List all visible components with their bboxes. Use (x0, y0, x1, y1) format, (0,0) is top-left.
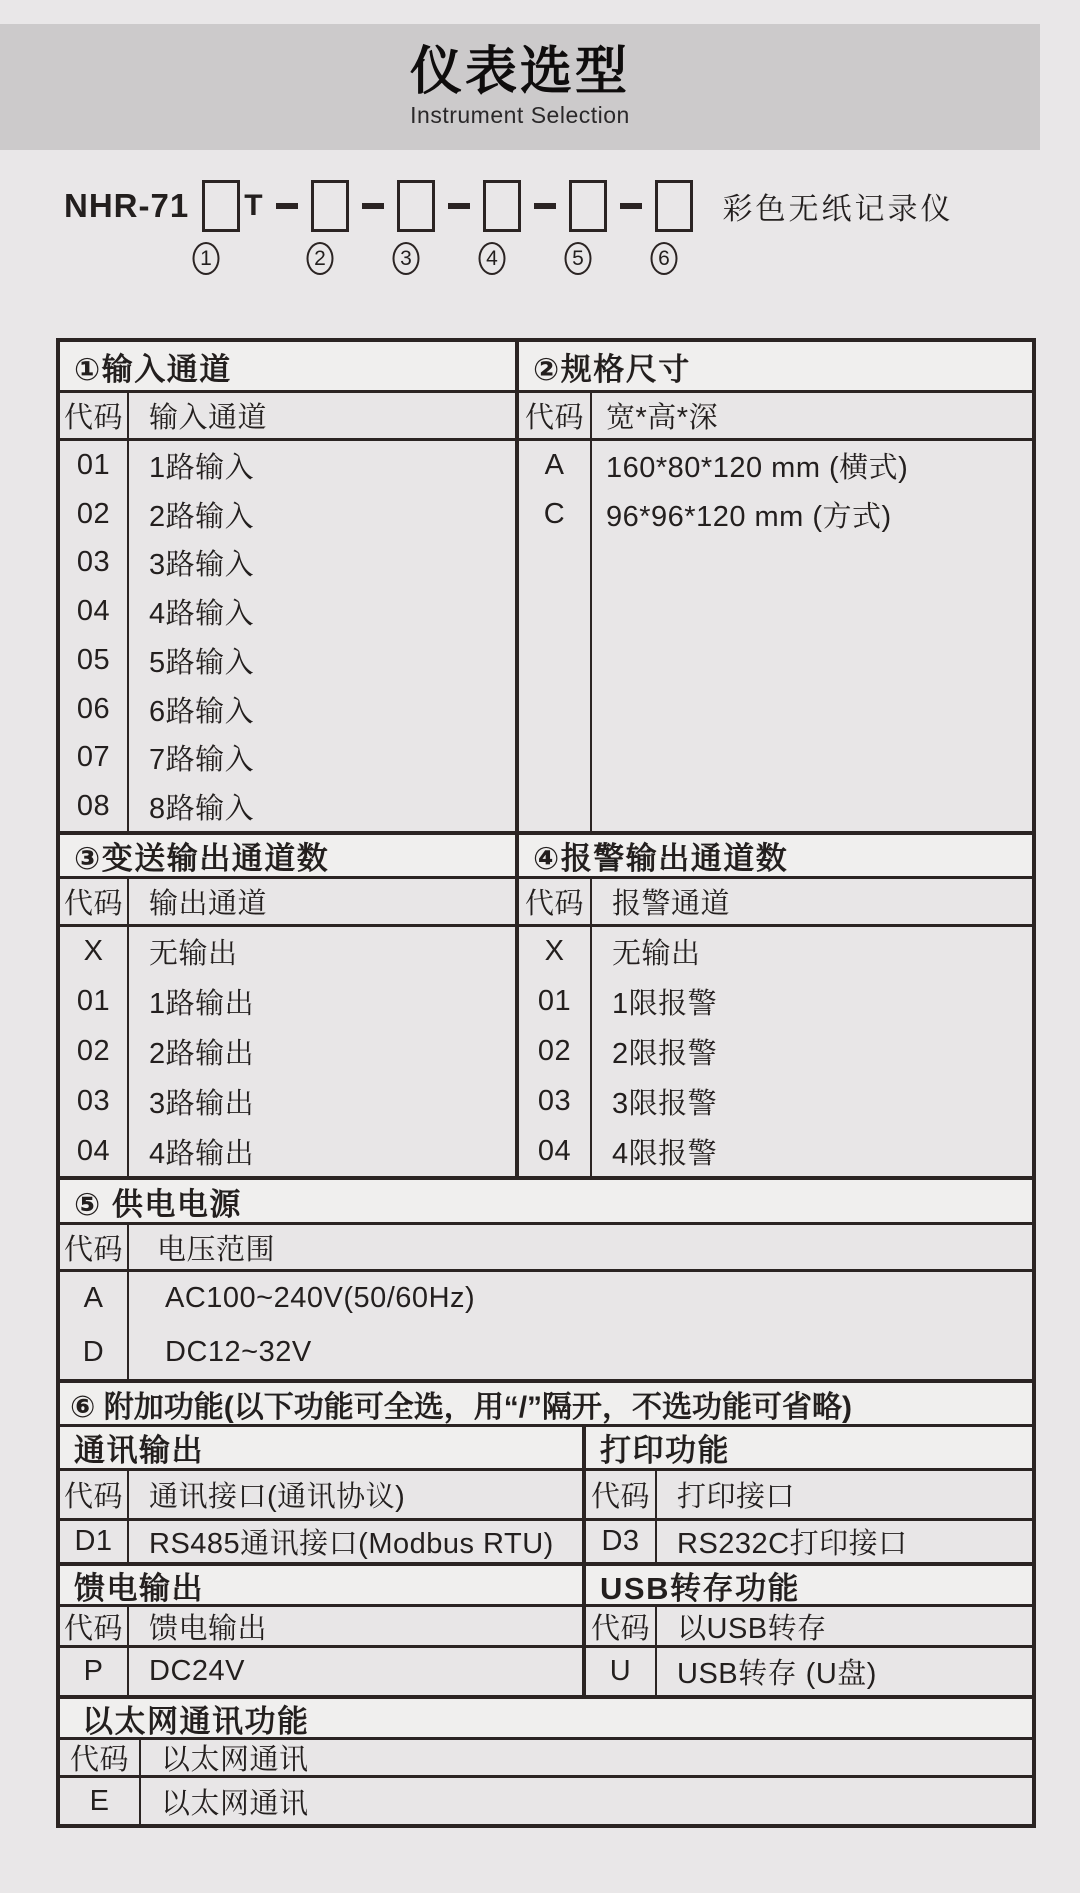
desc-column-header: 宽*高*深 (590, 393, 1032, 438)
desc-column-header: 电压范围 (127, 1225, 1032, 1269)
data-area-power (60, 1269, 1032, 1379)
code-value: D3 (582, 1521, 655, 1562)
section-header-row-outputs-alarms (60, 831, 1032, 876)
code-value: 04 (537, 1134, 572, 1167)
desc-value: AC100~240V(50/60Hz) (165, 1282, 476, 1315)
page-title: 仪表选型 (409, 43, 630, 102)
subsection-title-feed-output: 馈电输出 (74, 1570, 204, 1606)
code-cell-column (60, 1272, 127, 1379)
model-suffix: 彩色无纸记录仪 (722, 193, 954, 226)
code-value: 01 (76, 985, 111, 1018)
code-value: C (543, 498, 566, 531)
circled-number-3: 3 (393, 242, 420, 275)
subsection-title-ethernet: 以太网通讯功能 (82, 1703, 310, 1739)
code-value: 04 (76, 595, 111, 628)
desc-value: 3路输出 (149, 1087, 255, 1120)
desc-column-header: 馈电输出 (127, 1607, 582, 1645)
desc-value: USB转存 (U盘) (655, 1648, 1032, 1695)
code-value: 03 (76, 1084, 111, 1117)
desc-value: 8路输入 (149, 793, 255, 826)
code-value: 06 (76, 692, 111, 725)
column-header-row (60, 390, 1032, 438)
desc-value: 160*80*120 mm (横式) (606, 452, 909, 485)
circled-number-1: 1 (193, 242, 220, 275)
order-box-4 (483, 180, 521, 232)
code-value: D (82, 1335, 105, 1368)
circled-number-2: 2 (307, 242, 334, 275)
section-header-row-input-dimensions (60, 342, 1032, 390)
desc-value: 无输出 (612, 938, 701, 971)
code-cell-column (60, 441, 127, 831)
code-cell-column (60, 927, 127, 1176)
desc-value: 1限报警 (612, 988, 718, 1021)
code-value: U (582, 1648, 655, 1695)
desc-value: 4路输入 (149, 598, 255, 631)
desc-cell-column (127, 927, 515, 1176)
dash-separator (448, 203, 470, 209)
subsection-header-row-feed-usb (60, 1562, 1032, 1604)
code-cell-column (515, 927, 590, 1176)
code-value: A (83, 1282, 104, 1315)
subsection-title-usb-transfer: USB转存功能 (582, 1566, 1032, 1604)
desc-column-header: 输入通道 (127, 393, 515, 438)
desc-cell-column (127, 1272, 1032, 1379)
column-header-row (60, 1222, 1032, 1269)
desc-column-header: 报警通道 (590, 879, 1032, 924)
data-row-feed-usb (60, 1645, 1032, 1695)
desc-value: 2路输入 (149, 500, 255, 533)
order-box-1 (202, 180, 240, 232)
title-banner (0, 24, 1040, 150)
model-box1-suffix: T (244, 189, 263, 222)
code-value: 07 (76, 741, 111, 774)
circled-number-5: 5 (565, 242, 592, 275)
desc-value: 3限报警 (612, 1087, 718, 1120)
column-header-row (60, 876, 1032, 924)
section-header-row-power (60, 1176, 1032, 1222)
dash-separator (534, 203, 556, 209)
subsection-title-print-function: 打印功能 (582, 1427, 1032, 1468)
section-title-dimensions: ②规格尺寸 (515, 342, 1032, 390)
desc-value: 5路输入 (149, 646, 255, 679)
desc-cell-column (590, 927, 1032, 1176)
column-header-row (60, 1604, 1032, 1645)
section-title-input-channels: ①输入通道 (74, 351, 232, 387)
selection-table (56, 338, 1036, 1828)
data-area-input-dimensions (60, 438, 1032, 831)
code-value: A (544, 449, 565, 482)
code-value: 02 (76, 1034, 111, 1067)
section-title-additional-functions: ⑥ 附加功能(以下功能可全选，用“/”隔开，不选功能可省略) (70, 1390, 853, 1424)
order-box-3 (397, 180, 435, 232)
order-box-2 (311, 180, 349, 232)
desc-value: 7路输入 (149, 744, 255, 777)
code-value: 03 (76, 546, 111, 579)
code-column-header: 代码 (63, 1612, 123, 1645)
desc-cell-column (127, 441, 515, 831)
dash-separator (276, 203, 298, 209)
code-value: X (544, 935, 565, 968)
circled-number-6: 6 (651, 242, 678, 275)
desc-value: 6路输入 (149, 695, 255, 728)
model-code-line (64, 178, 1080, 234)
dash-separator (362, 203, 384, 209)
circled-number-4: 4 (479, 242, 506, 275)
order-box-6 (655, 180, 693, 232)
code-column-header: 代码 (582, 1471, 655, 1518)
section-title-power-supply: ⑤ 供电电源 (74, 1186, 242, 1222)
code-value: E (89, 1784, 110, 1817)
code-column-header: 代码 (63, 1481, 123, 1513)
code-value: P (83, 1655, 104, 1687)
desc-value: 无输出 (149, 938, 238, 971)
desc-value: 4路输出 (149, 1137, 255, 1170)
code-column-header: 代码 (63, 1233, 123, 1266)
order-box-5 (569, 180, 607, 232)
desc-column-header: 打印接口 (655, 1471, 1032, 1518)
desc-column-header: 输出通道 (127, 879, 515, 924)
code-value: 08 (76, 790, 111, 823)
code-column-header: 代码 (63, 888, 123, 920)
desc-value: 2限报警 (612, 1037, 718, 1070)
section-title-alarm-outputs: ④报警输出通道数 (515, 835, 1032, 876)
code-value: 02 (537, 1034, 572, 1067)
position-marker-row (0, 242, 1080, 276)
data-row-comm-print (60, 1518, 1032, 1562)
desc-value: 2路输出 (149, 1037, 255, 1070)
desc-value: 1路输出 (149, 988, 255, 1021)
page-subtitle: Instrument Selection (410, 101, 630, 128)
code-column-header: 代码 (63, 402, 123, 434)
code-value: 03 (537, 1084, 572, 1117)
desc-column-header: 通讯接口(通讯协议) (127, 1471, 582, 1518)
code-column-header: 代码 (69, 1744, 129, 1776)
code-value: 02 (76, 497, 111, 530)
desc-column-header: 以太网通讯 (139, 1740, 1032, 1775)
desc-value: DC12~32V (165, 1335, 312, 1368)
desc-value: RS485通讯接口(Modbus RTU) (127, 1521, 582, 1562)
code-value: X (83, 935, 104, 968)
code-value: 05 (76, 643, 111, 676)
desc-value: DC24V (127, 1648, 582, 1695)
code-value: 01 (76, 448, 111, 481)
desc-value: RS232C打印接口 (655, 1521, 1032, 1562)
code-value: 04 (76, 1134, 111, 1167)
subsection-title-comm-output: 通讯输出 (74, 1433, 204, 1468)
code-value: 01 (537, 985, 572, 1018)
column-header-row (60, 1737, 1032, 1775)
subsection-header-row-comm-print (60, 1424, 1032, 1468)
code-column-header: 代码 (515, 393, 590, 438)
desc-value: 1路输入 (149, 451, 255, 484)
model-prefix: NHR-71 (64, 187, 190, 224)
desc-value: 3路输入 (149, 549, 255, 582)
desc-column-header: 以USB转存 (655, 1607, 1032, 1645)
section-header-row-addons (60, 1379, 1032, 1424)
desc-cell-column (590, 441, 1032, 831)
desc-value: 4限报警 (612, 1137, 718, 1170)
desc-value: 96*96*120 mm (方式) (606, 501, 892, 534)
code-column-header: 代码 (515, 879, 590, 924)
code-column-header: 代码 (582, 1607, 655, 1645)
code-value: D1 (74, 1525, 113, 1557)
section-title-transmit-outputs: ③变送输出通道数 (74, 841, 330, 876)
code-cell-column (515, 441, 590, 831)
data-row-ethernet (60, 1775, 1032, 1824)
desc-value: 以太网通讯 (139, 1778, 1032, 1824)
data-area-outputs-alarms (60, 924, 1032, 1176)
dash-separator (620, 203, 642, 209)
subsection-header-row-ethernet (60, 1695, 1032, 1737)
column-header-row (60, 1468, 1032, 1518)
